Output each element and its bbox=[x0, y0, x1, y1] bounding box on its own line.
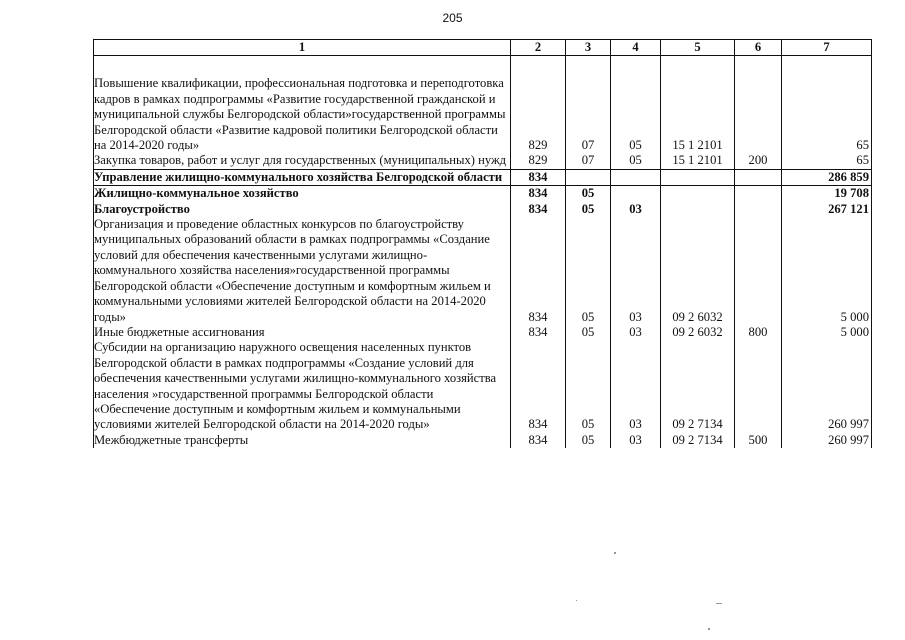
row-vr bbox=[735, 202, 782, 217]
table-row bbox=[94, 186, 872, 202]
row-sum: 19 708 bbox=[782, 186, 872, 202]
row-gr: 829 bbox=[511, 76, 566, 153]
column-header-sum: 7 bbox=[782, 40, 872, 56]
row-pr: 03 bbox=[611, 217, 661, 325]
row-csr: 09 2 6032 bbox=[661, 325, 735, 340]
column-header-gr: 2 bbox=[511, 40, 566, 56]
row-pr bbox=[611, 169, 661, 185]
column-header-rz: 3 bbox=[566, 40, 611, 56]
row-csr bbox=[661, 169, 735, 185]
row-rz: 07 bbox=[566, 76, 611, 153]
row-rz: 05 bbox=[566, 186, 611, 202]
row-csr: 09 2 6032 bbox=[661, 217, 735, 325]
scan-speck bbox=[576, 600, 577, 601]
row-name: Организация и проведение областных конкурсов по благоустройству муниципальных образований области в рамках подпрограммы «Создание условий для обеспечения качественными услугами жилищно-коммунального хозяйства населения»государственной программы Белгородской области «Обеспечение доступным и комфортным жильем и коммунальными условиями жителей Белгородской области на 2014-2020 годы» bbox=[94, 217, 511, 325]
row-rz: 05 bbox=[566, 202, 611, 217]
row-gr: 834 bbox=[511, 433, 566, 448]
row-sum: 267 121 bbox=[782, 202, 872, 217]
row-sum: 65 bbox=[782, 153, 872, 169]
spacer-row bbox=[94, 56, 872, 77]
row-name: Благоустройство bbox=[94, 202, 511, 217]
column-header-name: 1 bbox=[94, 40, 511, 56]
row-rz: 05 bbox=[566, 340, 611, 432]
row-vr bbox=[735, 76, 782, 153]
row-vr bbox=[735, 169, 782, 185]
table-row bbox=[94, 433, 872, 448]
row-csr: 15 1 2101 bbox=[661, 76, 735, 153]
table-row bbox=[94, 169, 872, 185]
row-sum: 260 997 bbox=[782, 433, 872, 448]
row-gr: 834 bbox=[511, 217, 566, 325]
table-row bbox=[94, 153, 872, 169]
scan-speck bbox=[614, 552, 616, 554]
row-csr bbox=[661, 202, 735, 217]
row-vr: 800 bbox=[735, 325, 782, 340]
row-vr bbox=[735, 217, 782, 325]
row-gr: 834 bbox=[511, 186, 566, 202]
table-body bbox=[94, 56, 872, 448]
row-name: Управление жилищно-коммунального хозяйства Белгородской области bbox=[94, 169, 511, 185]
row-pr: 05 bbox=[611, 76, 661, 153]
row-pr: 03 bbox=[611, 433, 661, 448]
row-name: Межбюджетные трансферты bbox=[94, 433, 511, 448]
row-csr: 09 2 7134 bbox=[661, 340, 735, 432]
row-sum: 5 000 bbox=[782, 325, 872, 340]
header-row bbox=[94, 40, 872, 56]
row-sum: 286 859 bbox=[782, 169, 872, 185]
row-pr: 03 bbox=[611, 325, 661, 340]
page-number: 205 bbox=[442, 11, 463, 25]
row-name: Субсидии на организацию наружного освещения населенных пунктов Белгородской области в рамках подпрограммы «Создание условий для обеспечения качественными услугами жилищно-коммунального хозяйства населения »государственной программы Белгородской области «Обеспечение доступным и комфортным жильем и коммунальными условиями жителей Белгородской области на 2014-2020 годы» bbox=[94, 340, 511, 432]
row-sum: 65 bbox=[782, 76, 872, 153]
scan-speck bbox=[708, 628, 710, 630]
row-name: Закупка товаров, работ и услуг для государственных (муниципальных) нужд bbox=[94, 153, 511, 169]
row-gr: 829 bbox=[511, 153, 566, 169]
row-gr: 834 bbox=[511, 202, 566, 217]
row-csr: 09 2 7134 bbox=[661, 433, 735, 448]
table-row bbox=[94, 340, 872, 432]
row-rz: 05 bbox=[566, 217, 611, 325]
row-rz bbox=[566, 169, 611, 185]
row-rz: 07 bbox=[566, 153, 611, 169]
row-gr: 834 bbox=[511, 169, 566, 185]
row-name: Иные бюджетные ассигнования bbox=[94, 325, 511, 340]
row-name: Жилищно-коммунальное хозяйство bbox=[94, 186, 511, 202]
row-csr bbox=[661, 186, 735, 202]
row-vr bbox=[735, 186, 782, 202]
row-rz: 05 bbox=[566, 325, 611, 340]
row-rz: 05 bbox=[566, 433, 611, 448]
table-row bbox=[94, 202, 872, 217]
row-pr bbox=[611, 186, 661, 202]
row-pr: 03 bbox=[611, 340, 661, 432]
budget-table bbox=[93, 39, 872, 448]
row-sum: 5 000 bbox=[782, 217, 872, 325]
column-header-pr: 4 bbox=[611, 40, 661, 56]
table-row bbox=[94, 76, 872, 153]
column-header-vr: 6 bbox=[735, 40, 782, 56]
row-gr: 834 bbox=[511, 340, 566, 432]
table-row bbox=[94, 325, 872, 340]
row-gr: 834 bbox=[511, 325, 566, 340]
row-sum: 260 997 bbox=[782, 340, 872, 432]
row-pr: 05 bbox=[611, 153, 661, 169]
row-csr: 15 1 2101 bbox=[661, 153, 735, 169]
row-vr bbox=[735, 340, 782, 432]
scan-mark bbox=[716, 603, 722, 604]
row-pr: 03 bbox=[611, 202, 661, 217]
row-name: Повышение квалификации, профессиональная подготовка и переподготовка кадров в рамках подпрограммы «Развитие государственной гражданской и муниципальной службы Белгородской области»государственной программы Белгородской области «Развитие кадровой политики Белгородской области на 2014-2020 годы» bbox=[94, 76, 511, 153]
table-row bbox=[94, 217, 872, 325]
row-vr: 200 bbox=[735, 153, 782, 169]
column-header-csr: 5 bbox=[661, 40, 735, 56]
row-vr: 500 bbox=[735, 433, 782, 448]
